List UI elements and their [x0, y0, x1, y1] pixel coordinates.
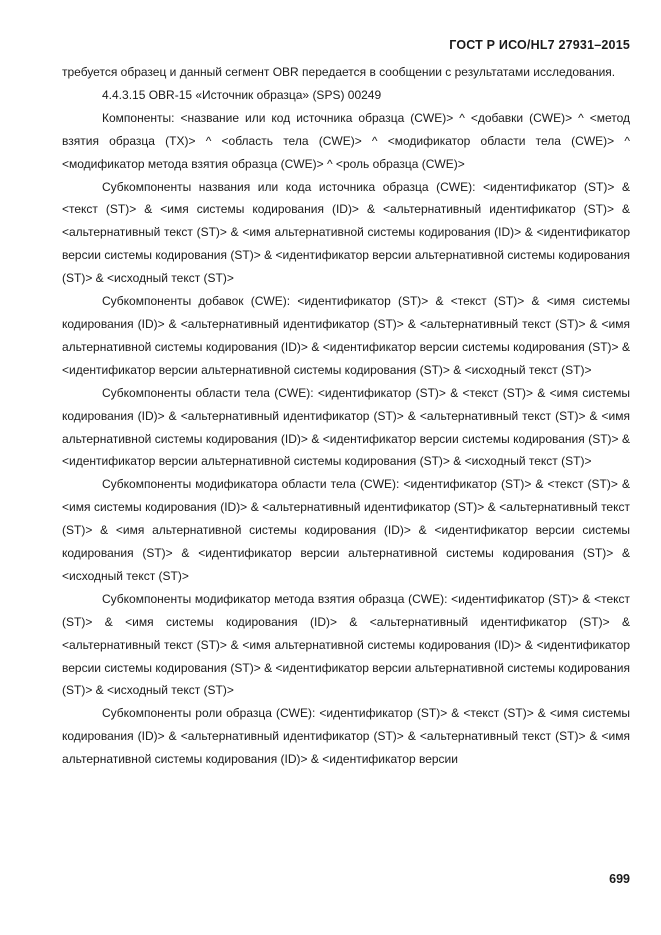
paragraph-source-subcomponents: Субкомпоненты названия или кода источника образца (CWE): <идентификатор (ST)> & <текст (ST)> & <имя системы кодирования (ID)> & <альтернативный идентификатор (ST)> & <альтернативный текст (ST)> & <имя альтернативной системы кодирования (ID)> & <идентификатор версии системы кодирования (ST)> & <идентификатор версии альтернативной системы кодирования (ST)> & <исходный текст (ST)>	[62, 179, 630, 286]
paragraph-site-modifier-subcomponents: Субкомпоненты модификатора области тела (CWE): <идентификатор (ST)> & <текст (ST)> & <имя системы кодирования (ID)> & <альтернативный идентификатор (ST)> & <альтернативный текст (ST)> & <имя альтернативной системы кодирования (ID)> & <идентификатор версии системы кодирования (ST)> & <идентификатор версии альтернативной системы кодирования (ST)> & <исходный текст (ST)>	[62, 477, 630, 583]
paragraph-additives-subcomponents: Субкомпоненты добавок (CWE): <идентификатор (ST)> & <текст (ST)> & <имя системы кодирования (ID)> & <альтернативный идентификатор (ST)> & <альтернативный текст (ST)> & <имя альтернативной системы кодирования (ID)> & <идентификатор версии системы кодирования (ST)> & <идентификатор версии альтернативной системы кодирования (ST)> & <исходный текст (ST)>	[62, 294, 630, 377]
section-heading: 4.4.3.15 OBR-15 «Источник образца» (SPS) 00249	[102, 87, 382, 102]
page-number: 699	[609, 872, 630, 886]
paragraph-specimen-role-subcomponents: Субкомпоненты роли образца (CWE): <идентификатор (ST)> & <текст (ST)> & <имя системы кодирования (ID)> & <альтернативный идентификатор (ST)> & <альтернативный текст (ST)> & <имя альтернативной системы кодирования (ID)> & <идентификатор версии	[62, 706, 630, 767]
paragraph-collection-method-modifier-subcomponents: Субкомпоненты модификатор метода взятия образца (CWE): <идентификатор (ST)> & <текст (ST)> & <имя системы кодирования (ID)> & <альтернативный идентификатор (ST)> & <альтернативный текст (ST)> & <имя альтернативной системы кодирования (ID)> & <идентификатор версии системы кодирования (ST)> & <идентификатор версии альтернативной системы кодирования (ST)> & <исходный текст (ST)>	[62, 591, 630, 698]
document-body	[62, 61, 630, 771]
standard-header: ГОСТ Р ИСО/HL7 27931–2015	[449, 38, 630, 52]
paragraph-body-site-subcomponents: Субкомпоненты области тела (CWE): <идентификатор (ST)> & <текст (ST)> & <имя системы кодирования (ID)> & <альтернативный идентификатор (ST)> & <альтернативный текст (ST)> & <имя альтернативной системы кодирования (ID)> & <идентификатор версии системы кодирования (ST)> & <идентификатор версии альтернативной системы кодирования (ST)> & <исходный текст (ST)>	[62, 385, 630, 469]
paragraph-components: Компоненты: <название или код источника образца (CWE)> ^ <добавки (CWE)> ^ <метод взятия образца (TX)> ^ <область тела (CWE)> ^ <модификатор области тела (CWE)> ^ <модификатор метода взятия образца (CWE)> ^ <роль образца (CWE)>	[62, 110, 630, 171]
paragraph-continuation: требуется образец и данный сегмент OBR передается в сообщении с результатами исследования.	[62, 65, 616, 79]
